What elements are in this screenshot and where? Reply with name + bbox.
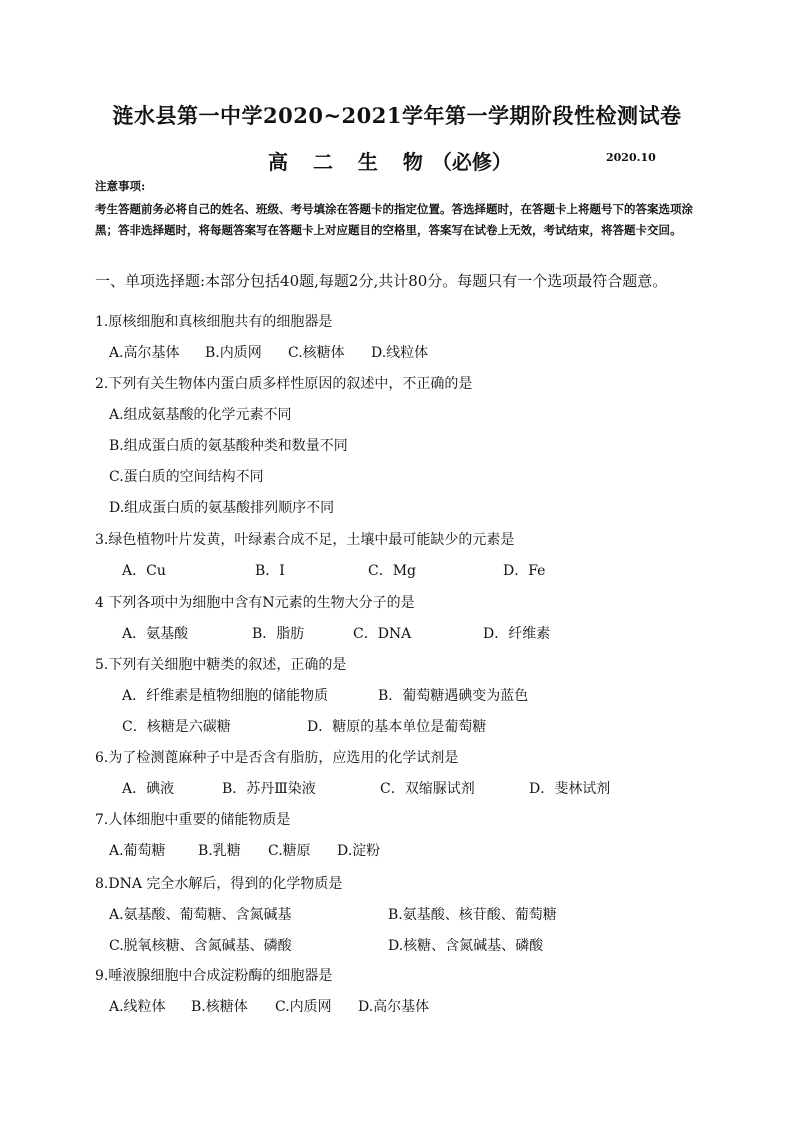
- question-2-stem: 2.下列有关生物体内蛋白质多样性原因的叙述中，不正确的是: [95, 376, 473, 392]
- q4-option-a: A．氨基酸: [122, 626, 189, 642]
- question-3-stem: 3.绿色植物叶片发黄，叶绿素合成不足，土壤中最可能缺少的元素是: [95, 532, 515, 548]
- q7-option-b: B.乳糖: [198, 843, 241, 859]
- q2-option-b: B.组成蛋白质的氨基酸种类和数量不同: [109, 438, 348, 454]
- q2-option-c: C.蛋白质的空间结构不同: [109, 469, 264, 485]
- q9-option-a: A.线粒体: [109, 999, 166, 1015]
- notes-body: 考生答题前务必将自己的姓名、班级、考号填涂在答题卡的指定位置。答选择题时，在答题卡上将题号下的答案选项涂黑；答非选择题时，将每题答案写在答题卡上对应题目的空格里，答案写在试卷上无效，考试结束，将答题卡交回。: [95, 202, 693, 237]
- q2-option-d: D.组成蛋白质的氨基酸排列顺序不同: [109, 500, 335, 516]
- q5-option-c: C．核糖是六碳糖: [122, 719, 231, 735]
- question-8-stem: 8.DNA 完全水解后，得到的化学物质是: [95, 876, 343, 892]
- q1-option-b: B.内质网: [205, 345, 262, 361]
- q6-option-a: A．碘液: [122, 781, 175, 797]
- q1-option-a: A.高尔基体: [109, 345, 180, 361]
- q2-option-a: A.组成氨基酸的化学元素不同: [109, 407, 292, 423]
- q8-option-a: A.氨基酸、葡萄糖、含氮碱基: [109, 907, 292, 923]
- question-4-stem: 4 下列各项中为细胞中含有N元素的生物大分子的是: [95, 595, 415, 611]
- q9-option-d: D.高尔基体: [358, 999, 430, 1015]
- subtitle-type: （必修）: [431, 150, 512, 174]
- q7-option-a: A.葡萄糖: [109, 843, 166, 859]
- q6-option-c: C．双缩脲试剂: [380, 781, 475, 797]
- q8-option-d: D.核糖、含氮碱基、磷酸: [388, 938, 544, 954]
- question-7-stem: 7.人体细胞中重要的储能物质是: [95, 812, 291, 828]
- q4-option-c: C．DNA: [353, 626, 412, 642]
- section-heading: 一、单项选择题:本部分包括40题,每题2分,共计80分。每题只有一个选项最符合题意。: [95, 272, 668, 290]
- exam-date: 2020.10: [606, 151, 656, 164]
- q5-option-b: B．葡萄糖遇碘变为蓝色: [378, 688, 529, 704]
- notes-title: 注意事项:: [95, 179, 146, 193]
- q7-option-d: D.淀粉: [337, 843, 381, 859]
- exam-title: 涟水县第一中学2020~2021学年第一学期阶段性检测试卷: [112, 103, 682, 128]
- q4-option-d: D．纤维素: [483, 626, 551, 642]
- question-1-stem: 1.原核细胞和真核细胞共有的细胞器是: [95, 314, 333, 330]
- q8-option-c: C.脱氧核糖、含氮碱基、磷酸: [109, 938, 292, 954]
- q5-option-a: A．纤维素是植物细胞的储能物质: [122, 688, 329, 704]
- exam-subtitle: [268, 146, 512, 175]
- question-5-stem: 5.下列有关细胞中糖类的叙述，正确的是: [95, 657, 347, 673]
- q9-option-c: C.内质网: [275, 999, 332, 1015]
- subtitle-grade: 高 二 生 物: [268, 150, 432, 174]
- q1-option-c: C.核糖体: [288, 345, 345, 361]
- q3-option-d: D．Fe: [503, 563, 546, 579]
- question-9-stem: 9.唾液腺细胞中合成淀粉酶的细胞器是: [95, 968, 333, 984]
- q3-option-c: C．Mg: [368, 563, 417, 579]
- q6-option-b: B．苏丹Ⅲ染液: [222, 781, 316, 797]
- q9-option-b: B.核糖体: [191, 999, 248, 1015]
- question-6-stem: 6.为了检测蓖麻种子中是否含有脂肪，应选用的化学试剂是: [95, 750, 459, 766]
- q8-option-b: B.氨基酸、核苷酸、葡萄糖: [388, 907, 557, 923]
- q1-option-d: D.线粒体: [371, 345, 429, 361]
- q3-option-b: B．I: [255, 563, 285, 579]
- q6-option-d: D．斐林试剂: [529, 781, 611, 797]
- q7-option-c: C.糖原: [268, 843, 311, 859]
- q5-option-d: D．糖原的基本单位是葡萄糖: [307, 719, 487, 735]
- q4-option-b: B．脂肪: [252, 626, 305, 642]
- q3-option-a: A．Cu: [122, 563, 166, 579]
